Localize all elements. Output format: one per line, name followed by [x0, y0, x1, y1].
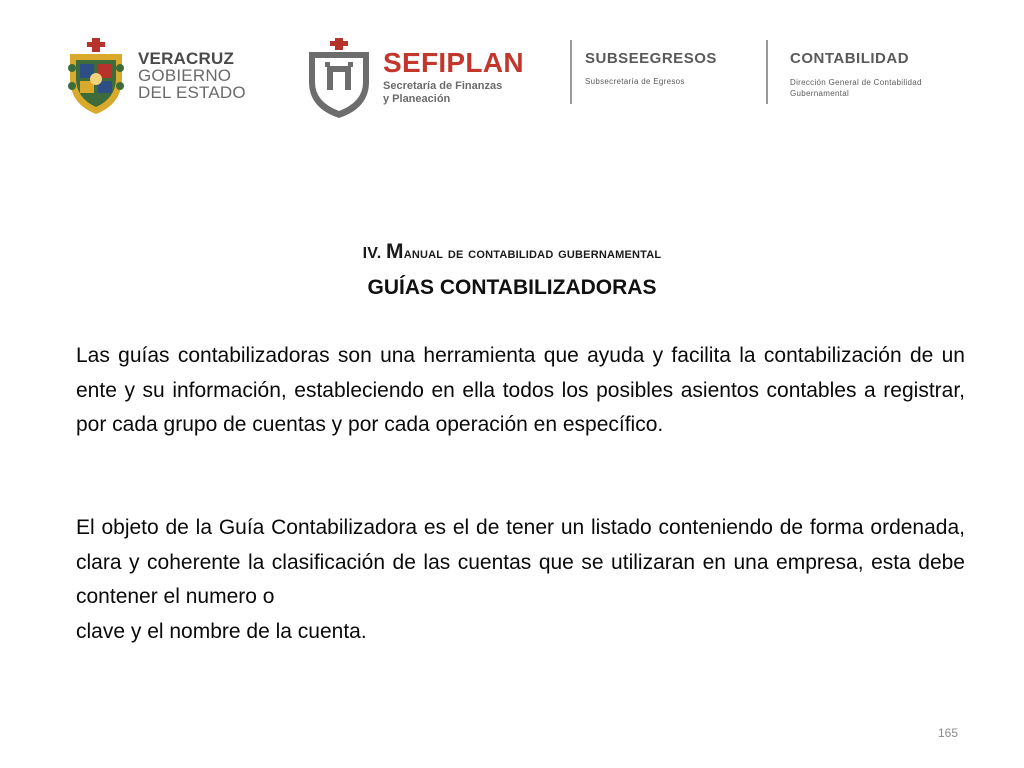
paragraph-objective-part1: El objeto de la Guía Contabilizadora es el de tener un listado conteniendo de forma ordenada, clara y coherente la clasificación de las cuentas que se utilizaran en una empresa, esta debe contener el numero o — [76, 516, 965, 608]
veracruz-coat-of-arms-icon — [62, 38, 130, 116]
section-title-initial: M — [386, 240, 404, 263]
subsecretaria-caption: Subsecretaría de Egresos — [585, 77, 685, 86]
veracruz-line2: GOBIERNO — [138, 66, 232, 85]
subsecretaria-block — [585, 50, 717, 86]
sefiplan-sub-line1: Secretaría de Finanzas — [383, 80, 503, 92]
contabilidad-caption-line1: Dirección General de Contabilidad — [790, 78, 922, 87]
sefiplan-logo — [297, 34, 559, 120]
veracruz-line3: DEL ESTADO — [138, 83, 246, 102]
sefiplan-name: SEFIPLAN — [383, 47, 524, 78]
paragraph-objective — [76, 511, 965, 649]
subsecretaria-title: SUBSEEGRESOS — [585, 50, 717, 67]
sefiplan-seal-icon — [303, 38, 375, 120]
section-number: IV — [362, 245, 377, 262]
sefiplan-subtitle — [383, 80, 502, 106]
contabilidad-caption — [790, 77, 980, 99]
veracruz-logo — [62, 38, 252, 118]
contabilidad-block — [790, 50, 980, 99]
paragraph-definition: Las guías contabilizadoras son una herramienta que ayuda y facilita la contabilización de un ente y su información, estableciendo en ella todos los posibles asientos contables a registrar, por cada grupo de cuentas y por cada operación en específico. — [76, 344, 965, 436]
header-divider — [570, 40, 572, 104]
page-title: GUÍAS CONTABILIZADORAS — [367, 276, 657, 299]
sefiplan-sub-line2: y Planeación — [383, 93, 451, 105]
veracruz-line1: VERACRUZ — [138, 49, 235, 68]
paragraph-objective-part2: clave y el nombre de la cuenta. — [76, 619, 367, 643]
section-title-rest: anual de contabilidad gubernamental — [403, 245, 662, 262]
page-number: 165 — [938, 726, 959, 740]
header-divider — [766, 40, 768, 104]
contabilidad-title: CONTABILIDAD — [790, 50, 910, 67]
section-heading: IV. Manual de contabilidad gubernamental — [362, 240, 662, 263]
contabilidad-caption-line2: Gubernamental — [790, 89, 850, 98]
